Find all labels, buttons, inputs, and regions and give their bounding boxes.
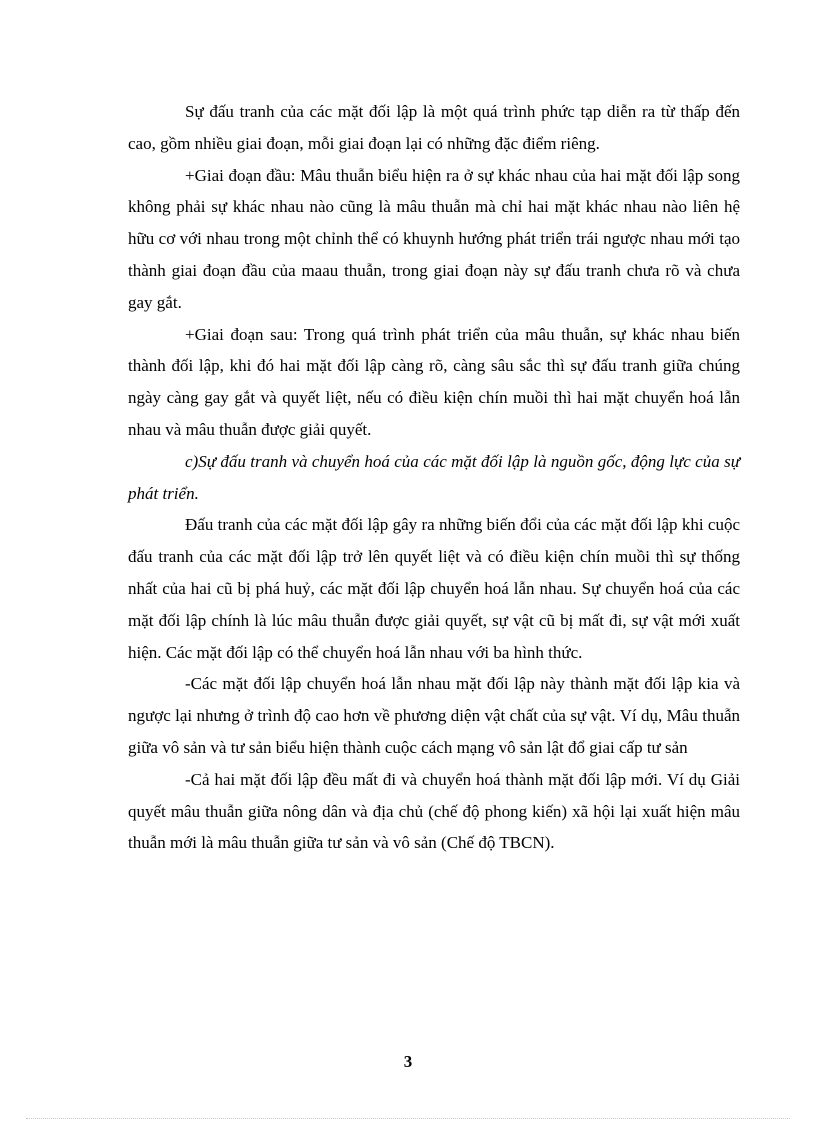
- paragraph-struggle-transformation: Đấu tranh của các mặt đối lập gây ra những biến đổi của các mặt đối lập khi cuộc đấu tranh của các mặt đối lập trở lên quyết liệt và có điều kiện chín muồi thì sự thống nhất của hai cũ bị phá huỷ, các mặt đối lập chuyển hoá lẫn nhau. Sự chuyển hoá của các mặt đối lập chính là lúc mâu thuẫn được giải quyết, sự vật cũ bị mất đi, sự vật mới xuất hiện. Các mặt đối lập có thể chuyển hoá lẫn nhau với ba hình thức.: [128, 515, 740, 662]
- paragraph-form-one: -Các mặt đối lập chuyển hoá lẫn nhau mặt đối lập này thành mặt đối lập kia và ngược lại nhưng ở trình độ cao hơn về phương diện vật chất của sự vật. Ví dụ, Mâu thuẫn giữa vô sản và tư sản biểu hiện thành cuộc cách mạng vô sản lật đổ giai cấp tư sản: [128, 674, 740, 757]
- page-bottom-divider: [26, 1118, 790, 1119]
- section-heading-c: c)Sự đấu tranh và chuyển hoá của các mặt đối lập là nguồn gốc, động lực của sự phát triển.: [128, 451, 740, 503]
- paragraph-struggle-intro: Sự đấu tranh của các mặt đối lập là một quá trình phức tạp diễn ra từ thấp đến cao, gồm nhiều giai đoạn, mỗi giai đoạn lại có những đặc điểm riêng.: [128, 102, 740, 153]
- paragraph-first-stage: +Giai đoạn đầu: Mâu thuẫn biểu hiện ra ở sự khác nhau của hai mặt đối lập song không phải sự khác nhau nào cũng là mâu thuẫn mà chỉ hai mặt khác nhau nào liên hệ hữu cơ với nhau trong một chỉnh thể có khuynh hướng phát triển trái ngược nhau mới tạo thành giai đoạn đầu của maau thuẫn, trong giai đoạn này sự đấu tranh chưa rõ và chưa gay gắt.: [128, 165, 740, 312]
- page-number: 3: [403, 1052, 413, 1071]
- paragraph-later-stage: +Giai đoạn sau: Trong quá trình phát triển của mâu thuẫn, sự khác nhau biến thành đối lập, khi đó hai mặt đối lập càng rõ, càng sâu sắc thì sự đấu tranh giữa chúng ngày càng gay gắt và quyết liệt, nếu có điều kiện chín muồi thì hai mặt chuyển hoá lẫn nhau và mâu thuẫn được giải quyết.: [128, 324, 740, 439]
- document-body: [128, 96, 740, 859]
- paragraph-form-two: -Cả hai mặt đối lập đều mất đi và chuyển hoá thành mặt đối lập mới. Ví dụ Giải quyết mâu thuẫn giữa nông dân và địa chủ (chế độ phong kiến) xã hội lại xuất hiện mâu thuẫn mới là mâu thuẫn giữa tư sản và vô sản (Chế độ TBCN).: [128, 769, 740, 853]
